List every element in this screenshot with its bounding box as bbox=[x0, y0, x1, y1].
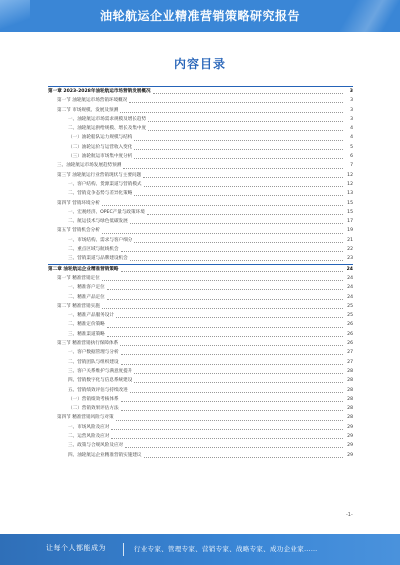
toc-dot-leader bbox=[147, 210, 343, 215]
toc-dot-leader bbox=[116, 313, 343, 318]
toc-entry-text: 三、精准渠道策略 bbox=[68, 331, 105, 337]
toc-entry[interactable] bbox=[48, 432, 353, 441]
toc-page-number: 3 bbox=[350, 107, 353, 113]
toc-entry[interactable] bbox=[48, 180, 353, 189]
toc-dot-leader bbox=[111, 434, 343, 439]
toc-page-number: 28 bbox=[347, 415, 353, 421]
toc-page-number: 23 bbox=[347, 256, 353, 262]
toc-entry[interactable] bbox=[48, 124, 353, 133]
toc-entry[interactable] bbox=[48, 404, 353, 413]
toc-page-number: 29 bbox=[347, 433, 353, 439]
toc-entry-text: 二、营销团队与组织建设 bbox=[68, 359, 119, 365]
page-number: -1- bbox=[346, 512, 353, 518]
toc-entry[interactable] bbox=[48, 441, 353, 450]
toc-entry[interactable] bbox=[48, 283, 353, 292]
toc-page-number: 19 bbox=[347, 228, 353, 234]
toc-entry-text: 二、重点区域与航线机会 bbox=[68, 247, 119, 253]
toc-dot-leader bbox=[121, 406, 343, 411]
toc-page-number: 29 bbox=[347, 452, 353, 458]
toc-page-number: 3 bbox=[350, 98, 353, 104]
toc-dot-leader bbox=[107, 295, 343, 300]
toc-entry-text: 第四节 营销环境分析 bbox=[57, 200, 100, 206]
toc-dot-leader bbox=[148, 117, 343, 122]
footer-slogan: 让每个人都能成为 bbox=[46, 544, 106, 552]
toc-entry[interactable] bbox=[48, 199, 353, 208]
toc-entry[interactable] bbox=[48, 330, 353, 339]
toc-page-number: 29 bbox=[347, 424, 353, 430]
toc-dot-leader bbox=[120, 108, 343, 113]
toc-page-number: 21 bbox=[347, 237, 353, 243]
toc-entry-text: 四、油轮航运企业精准营销实施建议 bbox=[68, 452, 142, 458]
toc-dot-leader bbox=[120, 341, 343, 346]
toc-page-number: 15 bbox=[347, 209, 353, 215]
toc-dot-leader bbox=[144, 182, 343, 187]
toc-page-number: 6 bbox=[350, 154, 353, 160]
toc-entry-text: （二）营销效果评估方法 bbox=[68, 406, 119, 412]
toc-entry[interactable] bbox=[48, 161, 353, 170]
toc-entry[interactable] bbox=[48, 208, 353, 217]
toc-entry[interactable] bbox=[48, 339, 353, 348]
toc-entry[interactable] bbox=[48, 348, 353, 357]
toc-entry-text: 一、市场风险及应对 bbox=[68, 424, 110, 430]
toc-dot-leader bbox=[111, 425, 343, 430]
toc-entry-text: 一、宏观经济、OPEC产量与政策环境 bbox=[68, 209, 145, 215]
toc-page-number: 27 bbox=[347, 359, 353, 365]
toc-page-number: 24 bbox=[347, 294, 353, 300]
toc-page-number: 4 bbox=[350, 126, 353, 132]
toc-page-number: 24 bbox=[347, 285, 353, 291]
toc-entry-text: 一、客户数据管理与分析 bbox=[68, 350, 119, 356]
toc-entry-text: （一）营销绩效考核体系 bbox=[68, 396, 119, 402]
toc-entry-text: 二、精准定价策略 bbox=[68, 322, 105, 328]
toc-page-number: 27 bbox=[347, 350, 353, 356]
toc-dot-leader bbox=[102, 201, 343, 206]
toc-entry-text: 二、营销竞争态势与差异化策略 bbox=[68, 191, 133, 197]
toc-entry[interactable] bbox=[48, 386, 353, 395]
toc-page-number: 15 bbox=[347, 200, 353, 206]
toc-dot-leader bbox=[107, 323, 343, 328]
toc-entry-text: 第一节 油轮航运市场营销环境概况 bbox=[57, 98, 128, 104]
toc-page-number: 24 bbox=[347, 275, 353, 281]
toc-dot-leader bbox=[130, 256, 343, 261]
toc-entry-text: 第二节 精准营销实施 bbox=[57, 303, 100, 309]
toc-page-number: 24 bbox=[346, 266, 353, 272]
toc-dot-leader bbox=[121, 247, 343, 252]
toc-entry[interactable] bbox=[48, 133, 353, 142]
toc-entry-text: 第一章 2023-2028年油轮航运市场营销发展概况 bbox=[48, 89, 151, 94]
toc-dot-leader bbox=[134, 191, 343, 196]
toc-entry-text: 二、运营风险及应对 bbox=[68, 433, 110, 439]
toc-entry-text: 一、市场结构、需求与客户细分 bbox=[68, 237, 133, 243]
toc-entry[interactable] bbox=[48, 254, 353, 263]
toc-entry-text: 第三节 油轮航运行业营销现状与主要问题 bbox=[57, 172, 142, 178]
toc-dot-leader bbox=[143, 173, 343, 178]
toc-entry-text: 三、营销渠道与品牌建设机会 bbox=[68, 256, 128, 262]
toc-entry-text: （二）油轮运价与运营收入变化 bbox=[68, 144, 133, 150]
toc-entry[interactable] bbox=[48, 423, 353, 432]
toc-dot-leader bbox=[121, 397, 343, 402]
toc-chapter-entry[interactable] bbox=[48, 264, 353, 274]
toc-heading: 内容目录 bbox=[173, 57, 226, 71]
toc-dot-leader bbox=[121, 350, 343, 355]
toc-dot-leader bbox=[107, 332, 343, 337]
report-footer bbox=[0, 534, 400, 565]
toc-entry-text: 三、客户关系维护与满意度提升 bbox=[68, 368, 133, 374]
toc-page-number: 25 bbox=[347, 313, 353, 319]
toc-dot-leader bbox=[148, 126, 343, 131]
toc-entry[interactable] bbox=[48, 302, 353, 311]
toc-page-number: 12 bbox=[347, 181, 353, 187]
toc-dot-leader bbox=[144, 453, 343, 458]
toc-dot-leader bbox=[123, 164, 343, 169]
toc-entry-text: 一、精准客户定位 bbox=[68, 285, 105, 291]
toc-entry-text: 一、客户结构、货源渠道与营销模式 bbox=[68, 181, 142, 187]
toc-entry-text: 五、营销绩效评估与持续改进 bbox=[68, 387, 128, 393]
toc-entry[interactable] bbox=[48, 171, 353, 180]
header-wave-decoration bbox=[330, 0, 400, 32]
toc-dot-leader bbox=[121, 267, 343, 272]
toc-entry-text: 三、油轮航运市场发展趋势预测 bbox=[57, 163, 122, 169]
toc-page-number: 3 bbox=[350, 116, 353, 122]
toc-page-number: 26 bbox=[347, 331, 353, 337]
toc-entry-text: 二、航运技术与绿色低碳发展 bbox=[68, 219, 128, 225]
toc-entry[interactable] bbox=[48, 189, 353, 198]
toc-entry-text: 第二章 油轮航运企业精准营销策略 bbox=[48, 266, 119, 272]
toc-entry[interactable] bbox=[48, 106, 353, 115]
toc-page-number: 28 bbox=[347, 378, 353, 384]
toc-entry-text: 第二节 市场规模、发展及预测 bbox=[57, 107, 119, 113]
toc-page-number: 28 bbox=[347, 368, 353, 374]
toc-entry[interactable] bbox=[48, 236, 353, 245]
toc-page-number: 13 bbox=[347, 191, 353, 197]
toc-entry[interactable] bbox=[48, 96, 353, 105]
footer-tagline: 行业专家、管理专家、营销专家、战略专家、成功企业家…… bbox=[134, 544, 318, 553]
toc-page-number: 26 bbox=[347, 341, 353, 347]
toc-entry-text: 一、油轮航运市场需求规模及增长趋势 bbox=[68, 116, 147, 122]
toc-dot-leader bbox=[107, 285, 343, 290]
toc-dot-leader bbox=[134, 145, 343, 150]
toc-page-number: 26 bbox=[347, 322, 353, 328]
toc-entry[interactable] bbox=[48, 451, 353, 460]
toc-entry-text: 第四节 精准营销风险与对策 bbox=[57, 415, 114, 421]
toc-dot-leader bbox=[129, 98, 343, 103]
toc-entry-text: 一、精准产品服务设计 bbox=[68, 313, 114, 319]
toc-dot-leader bbox=[130, 219, 343, 224]
toc-page-number: 7 bbox=[350, 163, 353, 169]
toc-entry[interactable] bbox=[48, 217, 353, 226]
toc-page-number: 28 bbox=[347, 406, 353, 412]
toc-entry[interactable] bbox=[48, 274, 353, 283]
toc-entry[interactable] bbox=[48, 413, 353, 422]
report-header bbox=[0, 0, 400, 32]
toc-entry[interactable] bbox=[48, 395, 353, 404]
toc-dot-leader bbox=[153, 89, 343, 94]
toc-page-number: 17 bbox=[347, 219, 353, 225]
toc-entry[interactable] bbox=[48, 143, 353, 152]
toc-entry-text: 第三节 精准营销执行保障体系 bbox=[57, 341, 119, 347]
toc-entry-text: 二、精准产品定位 bbox=[68, 294, 105, 300]
toc-entry[interactable] bbox=[48, 320, 353, 329]
toc-dot-leader bbox=[102, 304, 343, 309]
toc-entry[interactable] bbox=[48, 245, 353, 254]
toc-dot-leader bbox=[134, 238, 343, 243]
toc-entry[interactable] bbox=[48, 311, 353, 320]
toc-dot-leader bbox=[102, 276, 343, 281]
toc-dot-leader bbox=[116, 416, 343, 421]
toc-entry[interactable] bbox=[48, 367, 353, 376]
toc-dot-leader bbox=[102, 229, 343, 234]
report-title: 油轮航运企业精准营销策略研究报告 bbox=[99, 9, 300, 23]
toc-page-number: 28 bbox=[347, 396, 353, 402]
toc-entry[interactable] bbox=[48, 376, 353, 385]
toc-dot-leader bbox=[134, 136, 343, 141]
toc-entry-text: 二、油轮航运供给规模、增长及集中度 bbox=[68, 126, 147, 132]
toc-page-number: 5 bbox=[350, 144, 353, 150]
footer-divider bbox=[123, 543, 124, 556]
toc-entry-text: 三、政策与合规风险及应对 bbox=[68, 443, 124, 449]
toc-dot-leader bbox=[121, 360, 343, 365]
toc-entry[interactable] bbox=[48, 226, 353, 235]
toc-page-number: 29 bbox=[347, 443, 353, 449]
toc-entry[interactable] bbox=[48, 115, 353, 124]
toc-entry-text: 第一节 精准营销定位 bbox=[57, 275, 100, 281]
toc-dot-leader bbox=[125, 443, 343, 448]
toc-entry[interactable] bbox=[48, 293, 353, 302]
toc-entry-text: 四、营销数字化与信息系统建设 bbox=[68, 378, 133, 384]
toc-entry[interactable] bbox=[48, 152, 353, 161]
toc-page-number: 22 bbox=[347, 247, 353, 253]
table-of-contents bbox=[48, 86, 353, 460]
toc-entry-text: （一）油轮船队运力规模与结构 bbox=[68, 135, 133, 141]
toc-dot-leader bbox=[134, 154, 343, 159]
toc-page-number: 4 bbox=[350, 135, 353, 141]
toc-dot-leader bbox=[130, 388, 343, 393]
toc-page-number: 28 bbox=[347, 387, 353, 393]
toc-entry[interactable] bbox=[48, 358, 353, 367]
toc-entry-text: 第五节 营销机会分析 bbox=[57, 228, 100, 234]
toc-page-number: 25 bbox=[347, 303, 353, 309]
toc-chapter-entry[interactable] bbox=[48, 86, 353, 96]
toc-page-number: 3 bbox=[349, 89, 353, 94]
toc-dot-leader bbox=[134, 378, 343, 383]
toc-dot-leader bbox=[134, 369, 343, 374]
toc-page-number: 12 bbox=[347, 172, 353, 178]
toc-entry-text: （三）油轮航运市场集中度分析 bbox=[68, 154, 133, 160]
